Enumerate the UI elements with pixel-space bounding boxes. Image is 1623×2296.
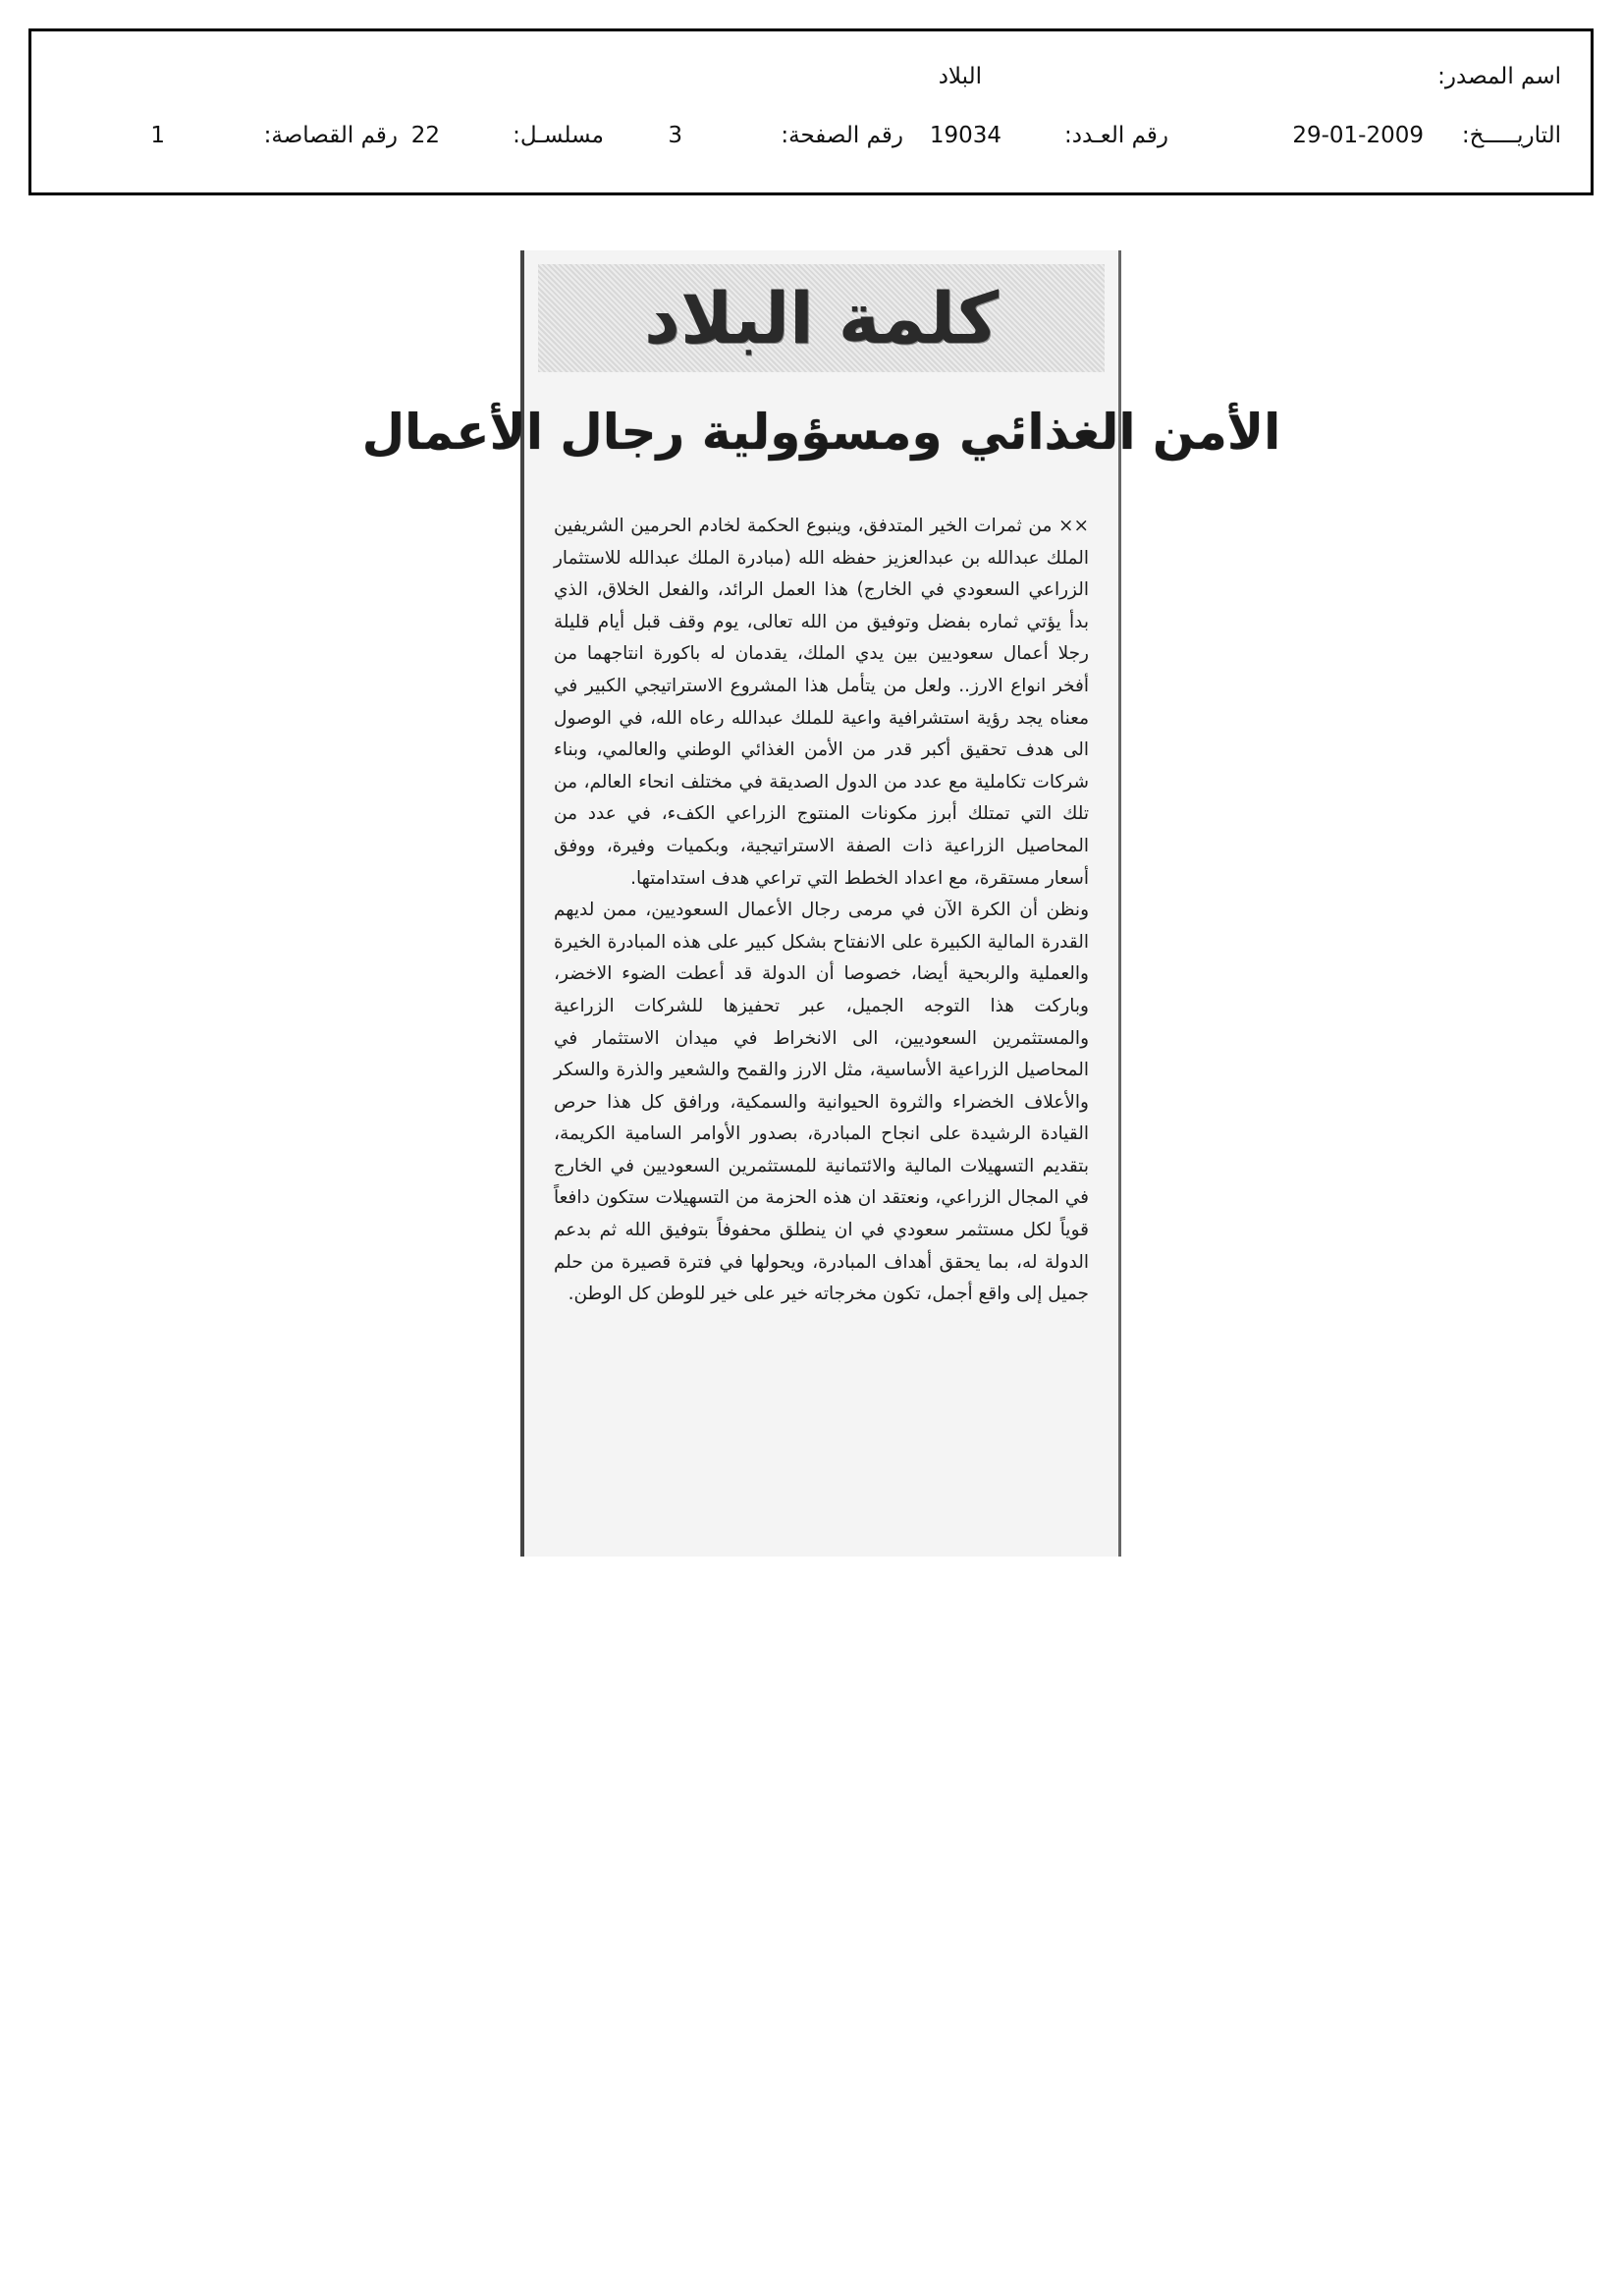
article-paragraph: ونظن أن الكرة الآن في مرمى رجال الأعمال السعوديين، ممن لديهم القدرة المالية الكبيرة على الانفتاح بشكل كبير على هذه المبادرة الخيرة والعملية والربحية أيضا، خصوصا أن الدولة قد أعطت الضوء الاخضر، وباركت هذا التوجه الجميل، عبر تحفيزها للشركات الزراعية والمستثمرين السعوديين، الى الانخراط في ميدان الاستثمار في المحاصيل الزراعية الأساسية، مثل الارز والقمح والشعير والذرة والسكر والأعلاف الخضراء والثروة الحيوانية والسمكية، ورافق كل هذا حرص القيادة الرشيدة على انجاح المبادرة، بصدور الأوامر السامية الكريمة، بتقديم التسهيلات المالية والائتمانية للمستثمرين السعوديين في الخارج في المجال الزراعي، ونعتقد ان هذه الحزمة من التسهيلات ستكون دافعاً قوياً لكل مستثمر سعودي في ان ينطلق محفوفاً بتوفيق الله ثم بدعم الدولة له، بما يحقق أهداف المبادرة، ويحولها في فترة قصيرة من حلم جميل إلى واقع أجمل، تكون مخرجاته خير على خير للوطن كل الوطن. (554, 900, 1089, 1305)
page-value: 3 (668, 123, 682, 148)
source-value: البلاد (938, 64, 982, 89)
issue-value: 19034 (929, 123, 1001, 148)
source-label: اسم المصدر: (1437, 64, 1561, 89)
clipping-metadata-box (28, 28, 1594, 195)
date-value: 29-01-2009 (1292, 123, 1424, 148)
serial-label: مسلسـل: (513, 123, 604, 148)
masthead-title: كلمة البلاد (644, 277, 999, 359)
article-body (554, 511, 1089, 1311)
serial-value: 22 (410, 123, 440, 148)
article-headline: الأمن الغذائي ومسؤولية رجال الأعمال (361, 404, 1281, 461)
clip-label: رقم القصاصة: (263, 123, 398, 148)
issue-label: رقم العـدد: (1063, 123, 1168, 148)
column-masthead (538, 264, 1105, 372)
clip-value: 1 (150, 123, 165, 148)
page-label: رقم الصفحة: (781, 123, 903, 148)
article-paragraph: ×× من ثمرات الخير المتدفق، وينبوع الحكمة لخادم الحرمين الشريفين الملك عبدالله بن عبدالعزيز حفظه الله (مبادرة الملك عبدالله للاستثمار الزراعي السعودي في الخارج) هذا العمل الرائد، والفعل الخلاق، الذي بدأ يؤتي ثماره بفضل وتوفيق من الله تعالى، يوم وقف قبل أيام قليلة رجلا أعمال سعوديين بين يدي الملك، يقدمان له باكورة انتاجهما من أفخر انواع الارز.. ولعل من يتأمل هذا المشروع الاستراتيجي الكبير في معناه يجد رؤية استشرافية واعية للملك عبدالله رعاه الله، في الوصول الى هدف تحقيق أكبر قدر من الأمن الغذائي الوطني والعالمي، وبناء شركات تكاملية مع عدد من الدول الصديقة في مختلف انحاء العالم، من تلك التي تمتلك أبرز مكونات المنتوج الزراعي الكفء، في عدد من المحاصيل الزراعية ذات الصفة الاستراتيجية، وبكميات وفيرة، ووفق أسعار مستقرة، مع اعداد الخطط التي تراعي هدف استدامتها. (554, 516, 1089, 889)
date-label: التاريـــــخ: (1461, 123, 1561, 148)
newspaper-clipping (361, 250, 1281, 1557)
